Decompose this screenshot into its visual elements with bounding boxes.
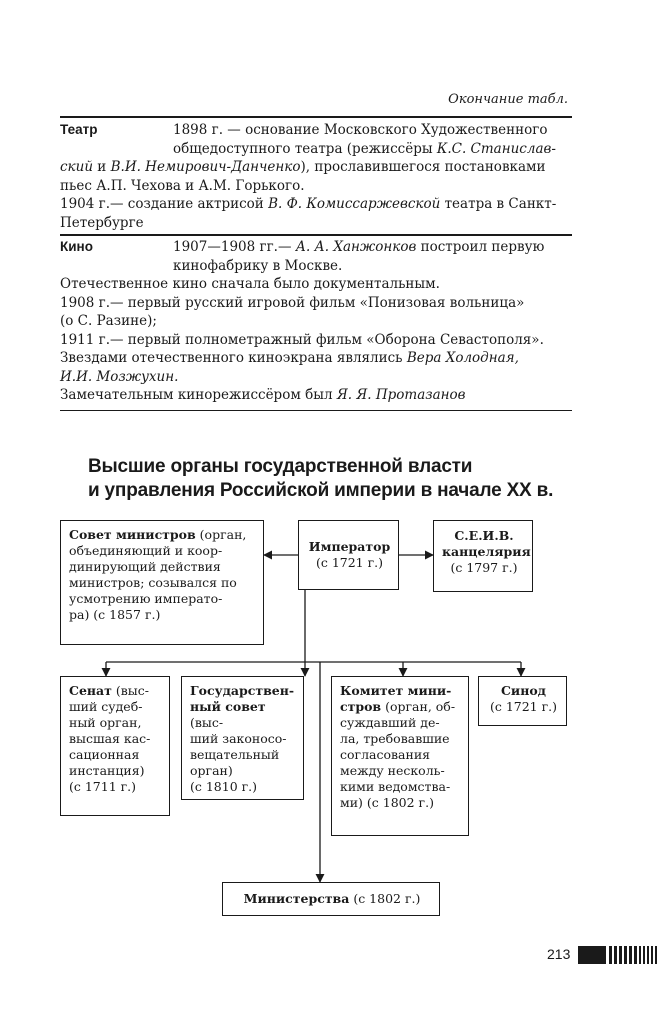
box-senat: Сенат (выс- ший судеб- ный орган, высшая кас- сационная инстанция) (с 1711 г.) — [60, 676, 170, 816]
cinema-line-2: кинофабрику в Москве. — [173, 257, 343, 274]
cinema-line-3: Отечественное кино сначала было документальным. — [60, 276, 440, 292]
theatre-line-6: Петербурге — [60, 214, 144, 231]
cinema-line-1: 1907—1908 гг.— А. А. Ханжонков построил первую — [173, 239, 545, 255]
page-number: 213 — [547, 946, 571, 962]
page-edge-barcode — [578, 946, 658, 964]
cinema-line-5: (о С. Разине); — [60, 313, 157, 329]
theatre-line-5: 1904 г.— создание актрисой В. Ф. Комиссаржевской театра в Санкт- — [60, 196, 557, 212]
theatre-line-3: ский и В.И. Немирович-Данченко), прославившегося постановками — [60, 159, 546, 175]
box-ministries: Министерства (с 1802 г.) — [222, 882, 440, 916]
box-komitet-ministrov: Комитет мини- стров (орган, об- суждавший де- ла, требовавшие согласования между несколь- кими ведомства- ми) (с 1802 г.) — [331, 676, 469, 836]
box-sinod: Синод (с 1721 г.) — [478, 676, 567, 726]
cinema-line-4: 1908 г.— первый русский игровой фильм «Понизовая вольница» — [60, 294, 525, 311]
section-title-line-2: и управления Российской империи в начале XX в. — [88, 480, 554, 501]
box-seiv-chancellery: С.Е.И.В. канцелярия (с 1797 г.) — [433, 520, 533, 592]
row-label-cinema: Кино — [60, 239, 93, 254]
table-caption: Окончание табл. — [448, 92, 568, 107]
box-sovet-ministrov: Совет министров (орган, объединяющий и коор- динирующий действия министров; созывался по усмотрению императо- ра) (с 1857 г.) — [60, 520, 264, 645]
section-title-line-1: Высшие органы государственной власти — [88, 456, 473, 477]
theatre-line-1: 1898 г. — основание Московского Художественного — [173, 122, 548, 138]
cinema-line-7: Звездами отечественного киноэкрана являлись Вера Холодная, — [60, 350, 519, 366]
theatre-line-2: общедоступного театра (режиссёры К.С. Станислав- — [173, 140, 556, 157]
box-gossovet: Государствен- ный совет (выс- ший законосо- вещательный орган) (с 1810 г.) — [181, 676, 304, 800]
box-emperor: Император (с 1721 г.) — [298, 520, 399, 590]
cinema-line-8: И.И. Мозжухин. — [60, 368, 179, 385]
theatre-line-4: пьес А.П. Чехова и А.М. Горького. — [60, 177, 305, 194]
row-label-theatre: Театр — [60, 122, 98, 137]
cinema-line-6: 1911 г.— первый полнометражный фильм «Оборона Севастополя». — [60, 331, 544, 348]
cinema-line-9: Замечательным кинорежиссёром был Я. Я. Протазанов — [60, 387, 466, 403]
